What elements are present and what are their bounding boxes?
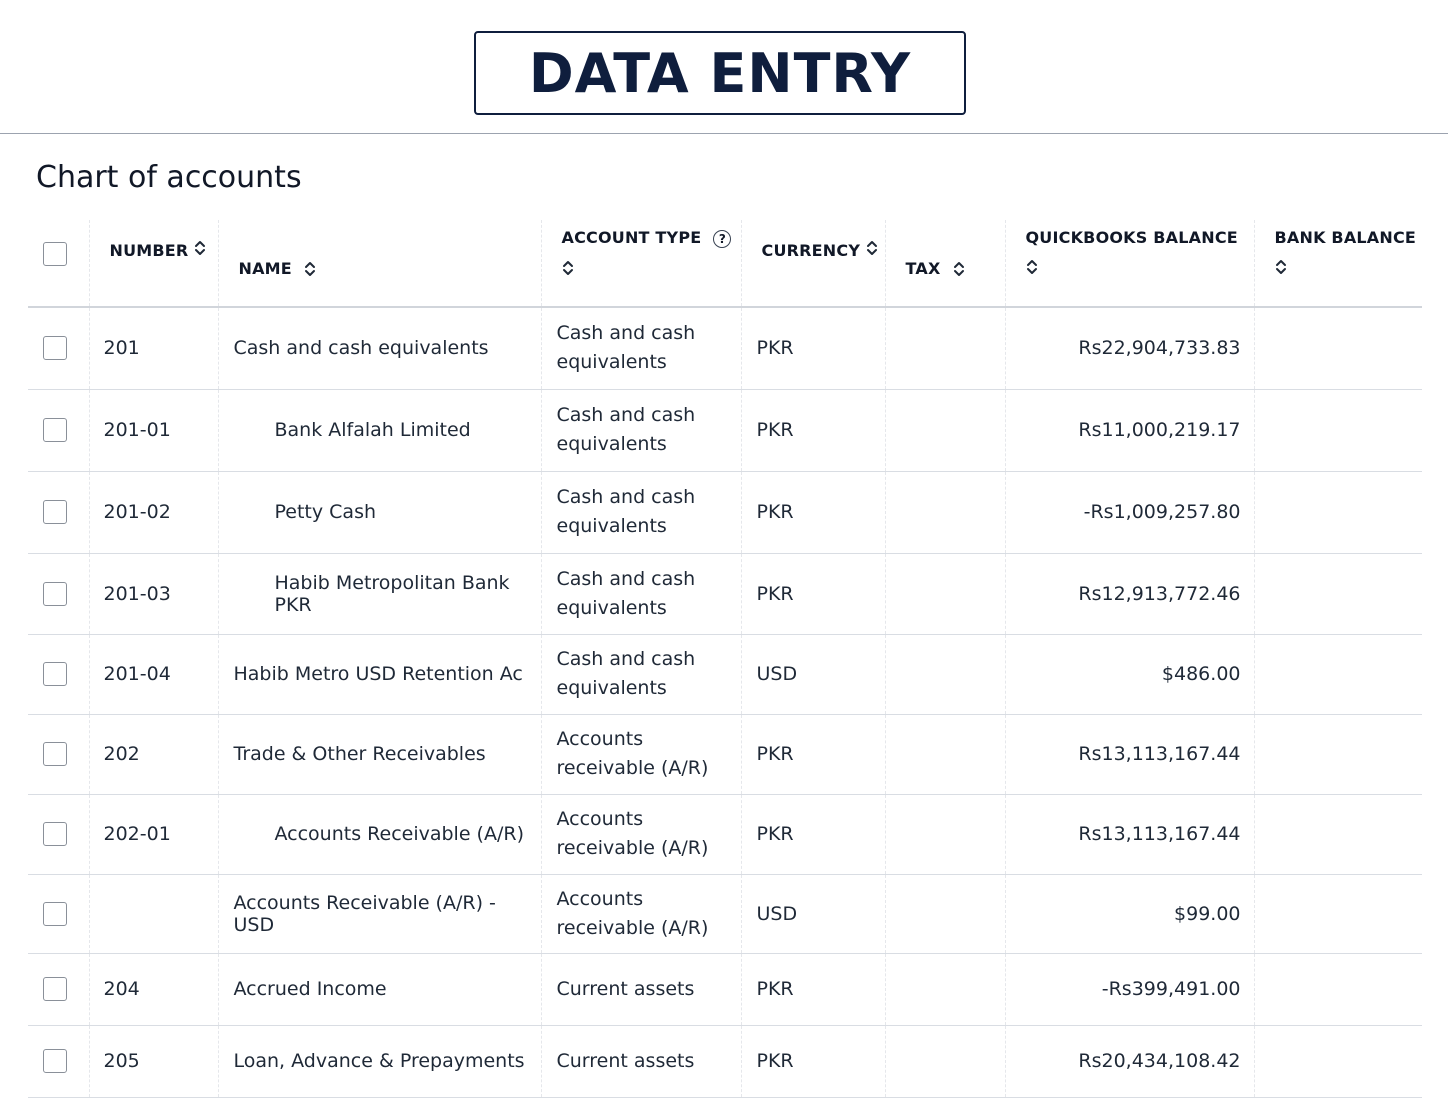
account-name[interactable]: Habib Metropolitan Bank PKR	[218, 553, 541, 634]
account-type: Accounts receivable (A/R)	[541, 794, 741, 874]
bank-balance	[1254, 553, 1422, 634]
table-row[interactable]	[28, 714, 1422, 794]
table-row[interactable]	[28, 307, 1422, 389]
header-account-type[interactable]	[541, 220, 741, 307]
header-name-label: NAME	[238, 259, 292, 278]
row-checkbox[interactable]	[43, 418, 67, 442]
header-bank-balance[interactable]	[1254, 220, 1422, 307]
header-number-label: NUMBER	[109, 241, 189, 260]
table-row[interactable]	[28, 953, 1422, 1025]
page-title: Chart of accounts	[36, 160, 302, 195]
account-name[interactable]: Cash and cash equivalents	[218, 307, 541, 389]
table-row[interactable]	[28, 794, 1422, 874]
account-type: Cash and cash equivalents	[541, 307, 741, 389]
header-tax[interactable]	[885, 220, 1005, 307]
table-row[interactable]	[28, 1025, 1422, 1097]
row-checkbox[interactable]	[43, 336, 67, 360]
account-type: Current assets	[541, 953, 741, 1025]
row-checkbox[interactable]	[43, 742, 67, 766]
quickbooks-balance: -Rs1,009,257.80	[1005, 471, 1254, 553]
account-name[interactable]: Bank Alfalah Limited	[218, 389, 541, 471]
sort-icon[interactable]	[1026, 259, 1038, 275]
quickbooks-balance: Rs12,913,772.46	[1005, 553, 1254, 634]
quickbooks-balance: Rs13,113,167.44	[1005, 714, 1254, 794]
account-number: 205	[89, 1025, 218, 1097]
row-select-cell	[28, 553, 89, 634]
header-quickbooks-balance-label: QUICKBOOKS BALANCE	[1025, 228, 1238, 247]
row-select-cell	[28, 634, 89, 714]
account-currency: PKR	[741, 794, 885, 874]
row-checkbox[interactable]	[43, 662, 67, 686]
bank-balance	[1254, 307, 1422, 389]
account-number: 201-03	[89, 553, 218, 634]
account-number	[89, 874, 218, 953]
header-number[interactable]	[89, 220, 218, 307]
bank-balance	[1254, 794, 1422, 874]
account-number: 201-04	[89, 634, 218, 714]
account-currency: PKR	[741, 1025, 885, 1097]
row-checkbox[interactable]	[43, 582, 67, 606]
banner-area	[0, 0, 1448, 134]
header-bank-balance-label: BANK BALANCE	[1274, 228, 1417, 247]
account-tax	[885, 471, 1005, 553]
sort-icon[interactable]	[1275, 259, 1287, 275]
row-checkbox[interactable]	[43, 977, 67, 1001]
account-type: Cash and cash equivalents	[541, 634, 741, 714]
account-tax	[885, 953, 1005, 1025]
account-tax	[885, 307, 1005, 389]
account-type: Cash and cash equivalents	[541, 471, 741, 553]
account-type: Cash and cash equivalents	[541, 553, 741, 634]
row-checkbox[interactable]	[43, 500, 67, 524]
header-account-type-label: ACCOUNT TYPE	[561, 228, 702, 247]
header-quickbooks-balance[interactable]	[1005, 220, 1254, 307]
account-currency: PKR	[741, 714, 885, 794]
account-currency: PKR	[741, 389, 885, 471]
row-select-cell	[28, 471, 89, 553]
row-select-cell	[28, 874, 89, 953]
table-row[interactable]	[28, 389, 1422, 471]
banner-title: DATA ENTRY	[528, 41, 912, 105]
bank-balance	[1254, 874, 1422, 953]
bank-balance	[1254, 471, 1422, 553]
sort-icon[interactable]	[304, 261, 316, 277]
table-header-row	[28, 220, 1422, 307]
account-tax	[885, 634, 1005, 714]
row-select-cell	[28, 794, 89, 874]
account-tax	[885, 389, 1005, 471]
quickbooks-balance: Rs13,113,167.44	[1005, 794, 1254, 874]
table-row[interactable]	[28, 634, 1422, 714]
account-number: 202	[89, 714, 218, 794]
quickbooks-balance: $99.00	[1005, 874, 1254, 953]
row-checkbox[interactable]	[43, 822, 67, 846]
bank-balance	[1254, 1025, 1422, 1097]
quickbooks-balance: Rs22,904,733.83	[1005, 307, 1254, 389]
header-name[interactable]	[218, 220, 541, 307]
account-name[interactable]: Loan, Advance & Prepayments	[218, 1025, 541, 1097]
sort-icon[interactable]	[562, 260, 574, 276]
help-circle-icon[interactable]: ?	[713, 230, 731, 248]
account-number: 204	[89, 953, 218, 1025]
sort-icon[interactable]	[953, 261, 965, 277]
account-tax	[885, 874, 1005, 953]
account-tax	[885, 553, 1005, 634]
row-checkbox[interactable]	[43, 902, 67, 926]
account-type: Accounts receivable (A/R)	[541, 714, 741, 794]
banner	[474, 31, 966, 115]
quickbooks-balance: -Rs399,491.00	[1005, 953, 1254, 1025]
table-row[interactable]	[28, 471, 1422, 553]
row-select-cell	[28, 953, 89, 1025]
bank-balance	[1254, 389, 1422, 471]
account-type: Current assets	[541, 1025, 741, 1097]
row-checkbox[interactable]	[43, 1049, 67, 1073]
account-name[interactable]: Accounts Receivable (A/R) - USD	[218, 874, 541, 953]
quickbooks-balance: Rs11,000,219.17	[1005, 389, 1254, 471]
account-type: Cash and cash equivalents	[541, 389, 741, 471]
account-number: 201-01	[89, 389, 218, 471]
table-row[interactable]	[28, 874, 1422, 953]
header-tax-label: TAX	[905, 259, 941, 278]
account-name[interactable]: Habib Metro USD Retention Ac	[218, 634, 541, 714]
account-name[interactable]: Petty Cash	[218, 471, 541, 553]
account-number: 201	[89, 307, 218, 389]
account-tax	[885, 794, 1005, 874]
row-select-cell	[28, 307, 89, 389]
select-all-checkbox[interactable]	[43, 242, 67, 266]
account-tax	[885, 714, 1005, 794]
table-row[interactable]	[28, 553, 1422, 634]
account-number: 202-01	[89, 794, 218, 874]
account-currency: PKR	[741, 471, 885, 553]
account-currency: PKR	[741, 953, 885, 1025]
account-name[interactable]: Accrued Income	[218, 953, 541, 1025]
bank-balance	[1254, 953, 1422, 1025]
header-currency-label: CURRENCY	[761, 241, 861, 260]
bank-balance	[1254, 714, 1422, 794]
account-name[interactable]: Accounts Receivable (A/R)	[218, 794, 541, 874]
accounts-table	[28, 220, 1422, 1098]
account-currency: PKR	[741, 307, 885, 389]
quickbooks-balance: $486.00	[1005, 634, 1254, 714]
row-select-cell	[28, 389, 89, 471]
header-currency[interactable]	[741, 220, 885, 307]
row-select-cell	[28, 714, 89, 794]
account-currency: USD	[741, 874, 885, 953]
bank-balance	[1254, 634, 1422, 714]
quickbooks-balance: Rs20,434,108.42	[1005, 1025, 1254, 1097]
sort-icon[interactable]	[194, 240, 206, 256]
account-tax	[885, 1025, 1005, 1097]
account-currency: USD	[741, 634, 885, 714]
sort-icon[interactable]	[866, 240, 878, 256]
account-currency: PKR	[741, 553, 885, 634]
account-number: 201-02	[89, 471, 218, 553]
account-name[interactable]: Trade & Other Receivables	[218, 714, 541, 794]
row-select-cell	[28, 1025, 89, 1097]
header-select-cell	[28, 220, 89, 307]
account-type: Accounts receivable (A/R)	[541, 874, 741, 953]
